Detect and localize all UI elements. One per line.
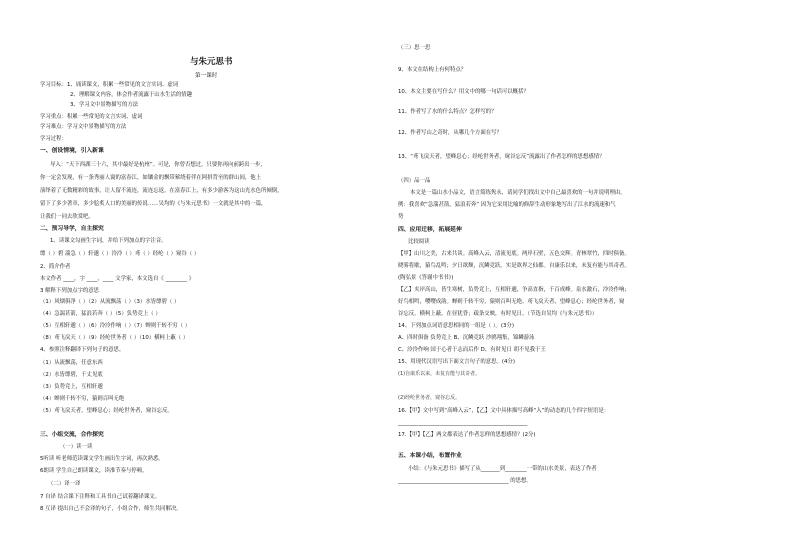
appreciate-example: 例：我喜欢“急湍甚箭，猛浪若奔” 因为它采用比喻的修辞生动形象地写出了江水的流速和气	[398, 202, 616, 208]
subsection-translate: （二）译一译	[48, 481, 81, 487]
translate-item-5: （5）鸢飞戾天者，望峰息心；经纶世务者，窥谷忘反。	[40, 408, 173, 414]
subsection-appreciate: （四）品一品	[398, 178, 431, 184]
section-heading-2: 二、预习导学，自主探究	[40, 226, 104, 232]
step-7: 7 自译 结合课下注释和工具书自己试着翻译课文。	[40, 494, 161, 500]
question-15: 15、用现代汉语写出下面文言句子的意思。(4分)	[398, 359, 515, 365]
option-row-ab: A、四时俱备 负势竞上 B、沉鳞竞跃 沙鸥翔集，锦鳞游泳	[398, 335, 535, 341]
task-1: 1、读课文勾画生字词，并给下列加点的字注音。	[50, 238, 167, 244]
page-title: 与朱元思书	[190, 57, 233, 67]
question-17: 17.【甲】【乙】两文都表达了作者怎样的思想感情？(2分)	[398, 432, 536, 438]
section-heading-5: 五、本课小结，布置作业	[398, 453, 462, 459]
intro-line-3: 演绎着了无数精彩的故事，让人留不流连，流连忘返。在富春江上，有多少游客为这山光水色所倾倒，	[40, 188, 283, 194]
q15-item-1: (1)自康乐以来，未复有能与其奇者。	[398, 371, 481, 377]
task-4: 4、参照注释翻译下列句子的意思。	[40, 347, 125, 353]
text-b-line-3: 谷忘反。横柯上蔽，在昼犹昏；疏条交映，有时见日。（节选自吴均《与朱元思书》）	[398, 311, 598, 317]
word-item-row-4: （8）鸢飞戾天（ ）（9）经纶世务者（ ）（10）横柯上蔽（ ）	[40, 335, 189, 341]
intro-line-2: 你一定会发现，有一条秀丽人寰的富春江，如镶金的飘带萦绕着伴在阿拼背至的群山间，他上	[40, 175, 262, 181]
question-16: 16.【甲】文中写到“高峰入云”，【乙】文中具体描写高峰“入”的动态的几个四字短语是：	[398, 408, 610, 414]
subsection-read: （一）读一读	[60, 444, 93, 450]
q15-item-2: (2)经纶世务者，窥谷忘反。	[398, 395, 461, 401]
learning-goal-1: 学习目标：1、诵读课文，积累一些常见的文言实词、虚词	[40, 82, 179, 88]
question-9: 9、本文在结构上有何特点？	[398, 67, 467, 73]
author-blank-line: 本文作者 ____，字 ____，____ 文学家，本文选自《 ________ 》	[40, 276, 195, 282]
lesson-period: 第一课时	[195, 73, 218, 79]
step-6: 6朗读 学生自己朗读课文，读准节奏与停顿。	[40, 468, 148, 474]
translate-item-4: （4）蝉则千转不穷，猿则百叫无绝	[40, 396, 125, 402]
section-heading-4: 四、应用迁移，拓展延伸	[398, 227, 462, 233]
appreciate-instruction: 本文是一篇山水小品文，语言简练隽永，请同学们找出文中自己最喜欢的一句并说明理由。	[410, 190, 626, 196]
question-12: 12、作者写山之奇时，从哪几个方面在写？	[398, 130, 502, 136]
translate-item-1: （1）从流飘荡，任意东西	[40, 360, 103, 366]
question-13: 13、“鸢飞戾天者，望峰息心；经纶世务者，窥谷忘反”流露出了作者怎样的思想感情？	[398, 154, 605, 160]
learning-process-label: 学习过程：	[40, 136, 67, 142]
question-14: 14、下列加点词语意思相同的一组是（ ）。(3分)	[398, 323, 514, 329]
text-b-line-1: 【乙】夹岸高山，皆生寒树，负势竞上，互相轩邈，争高直指，千百成峰。泉水激石，泠泠作响；	[398, 287, 630, 293]
intro-line-1: 导入：“天下西湖三十六，其中最好是杭州”。可是，你曾否想过，只要你再向前跨出一步，	[50, 162, 266, 168]
question-11: 11、作者写了水的什么特点？怎样写的？	[398, 109, 497, 115]
intro-line-4: 留下了多少著章，多少脍炙人口的美丽的传说……吴均的《与朱元思书》一文就是其中的一篇，	[40, 201, 267, 207]
section-heading-1: 一、创设情境，引入新课	[40, 148, 104, 154]
text-a-line-2: 晓雾将歇，猿鸟乱鸣；夕日欲颓，沉鳞竞跃。实是欲界之仙都。自康乐以来，未复有能与其奇者。	[398, 263, 630, 269]
step-5: 5听读 听老师范读课文学生画出生字词，再次熟悉。	[40, 456, 164, 462]
learning-goal-3: 3、学习文中景物描写的方法	[70, 102, 139, 108]
pinyin-row: 缥（ ）碧 湍急（ ）轩邈（ ）泠泠（ ）鸢（ ）经纶（ ）窥谷（ ）	[40, 251, 200, 257]
summary-line-1: 小结：《与朱元思书》描写了从_______到________一带的山水美景，表达了作者	[408, 466, 597, 472]
step-8: 8 互译 提出自己不会译的句子，小组合作，师生共同解决。	[40, 506, 182, 512]
text-b-line-2: 好鸟相鸣，嘤嘤成韵。蝉则千转不穷，猿则百叫无绝。鸢飞戾天者，望峰息心；经纶世务者，窥	[398, 299, 625, 305]
text-a-source: (陶弘景《答谢中书书》)	[398, 275, 454, 281]
task-3: 3 解释下列加点字的意思	[40, 288, 100, 294]
summary-line-2: _________________________________________ 的思想。	[398, 478, 532, 484]
compare-reading-label: 比较阅读	[408, 239, 430, 245]
word-item-row-1: （1）风烟俱净（ ）（2）从流飘荡（ ）（3）水皆缥碧（ ）	[40, 299, 180, 305]
word-item-row-3: （5）互相轩邈（ ）（6）泠泠作响（ ）（7）蝉则千转不穷（ ）	[40, 323, 191, 329]
word-item-row-2: （4）急湍甚箭，猛浪若奔（ ）（5）负势竞上（ ）	[40, 311, 161, 317]
task-2: 2、简介作者	[40, 264, 71, 270]
translate-item-2: （2）水皆缥碧，千丈见底	[40, 372, 103, 378]
question-10: 10、本文主要在写什么？用文中的哪一句话可以概括？	[398, 89, 529, 95]
learning-focus: 学习重点：积累一些常见的文言实词、虚词	[40, 114, 143, 120]
q16-answer-line: ________________________________________________	[398, 420, 528, 426]
learning-difficulty: 学习难点：学习文中景物描写的方法	[40, 124, 127, 130]
learning-goal-2: 2、理解课文内容，体会作者流露于山水生活的情趣	[70, 92, 193, 98]
translate-item-3: （3）负势竞上，互相轩邈	[40, 384, 103, 390]
section-heading-3: 三、小组交流，合作探究	[40, 432, 104, 438]
subsection-think: （三）思一思	[398, 45, 431, 51]
appreciate-example-end: 势	[398, 214, 404, 220]
intro-line-5: 让我们一同去欣赏吧。	[40, 214, 94, 220]
text-a-line-1: 【甲】山川之美，古来共谈。高峰入云，清流见底。两岸石壁，五色交辉。青林翠竹，四时俱备。	[398, 251, 630, 257]
option-row-cd: C、泠泠作响 国于心者于志而后作 D、有时见日 胡不见我于王	[398, 347, 546, 353]
